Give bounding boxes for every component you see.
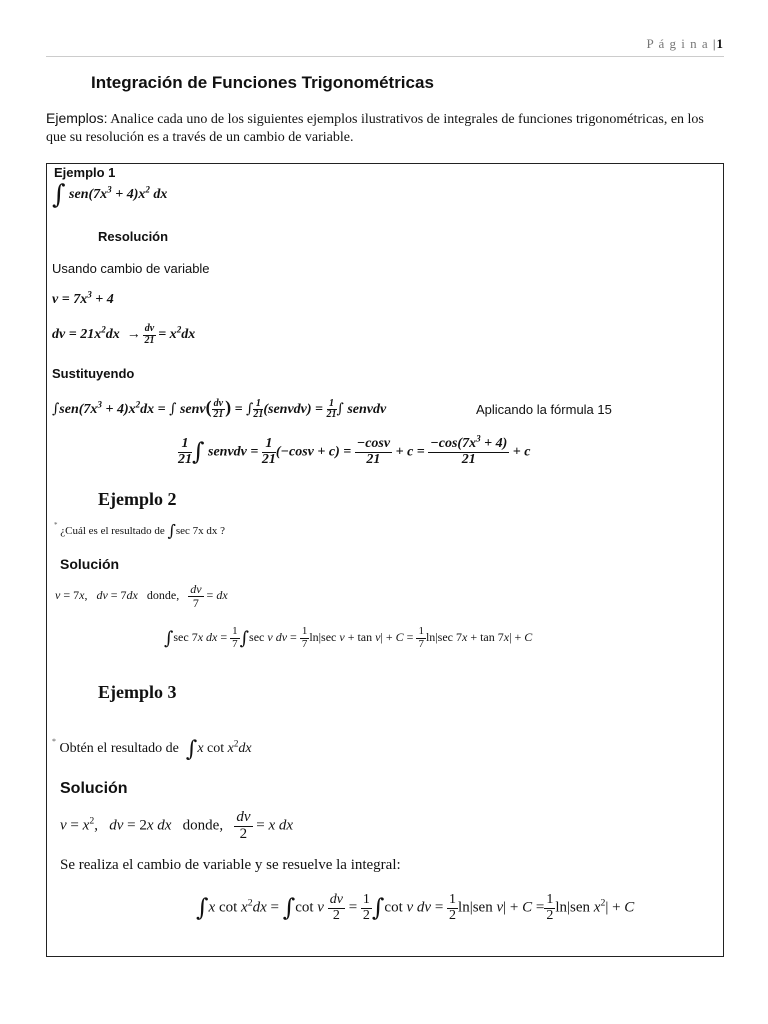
aplicando-formula-text: Aplicando la fórmula 15 — [476, 402, 612, 417]
ejemplo2-integral: sec 7x dx ? — [175, 525, 225, 537]
ejemplo1-result-equation: $\frac{1}{21}$ ∫ senvdv = $\frac{1}{21}$ (−cosv + c) = $\frac{-\cos v}{21}$ + c = $\frac{-\cos(7x^3 + 4)}{21}$ + c — [178, 433, 531, 467]
ejemplo2-heading: Ejemplo 2 — [98, 489, 177, 509]
ejemplo2-substitution: v = 7x, dv = 7dx donde, $\frac{dv}{7}$ = dx — [55, 582, 228, 610]
header-divider — [46, 56, 724, 57]
page-separator: | — [712, 36, 717, 51]
cambio-de-variable-text: Se realiza el cambio de variable y se resuelve la integral: — [60, 857, 401, 873]
page-label: P á g i n a — [646, 36, 709, 51]
dv-equation: dv = $21x^2dx$ → $\frac{dv}{21}$ = $x^2dx$ — [52, 323, 196, 346]
ejemplo3-question-text: Obtén el resultado de — [59, 741, 179, 756]
sustituyendo-label: Sustituyendo — [52, 366, 135, 381]
ejemplo1-integral: ∫ $sen(7x^3 + 4)x^2$ dx — [52, 180, 168, 210]
page-header — [646, 36, 724, 52]
page-title: Integración de Funciones Trigonométricas — [91, 73, 434, 92]
ejemplo2-question-text: ¿Cuál es el resultado de — [60, 525, 165, 537]
ejemplo3-solucion-label: Solución — [60, 780, 128, 797]
intro-label: Ejemplos: — [46, 110, 108, 126]
resolucion-label: Resolución — [98, 229, 169, 244]
ejemplo2-result-equation: ∫sec 7x dx = $\frac{1}{7}$ ∫sec v dv = $\frac{1}{7}$ ln|sec v + tan v| + C = $\frac{1}{7}$ ln|sec 7x + tan 7x| + C — [164, 625, 533, 650]
ejemplo3-donde: donde, — [182, 817, 224, 834]
substitution-equation: $\int sen(7x^3 + 4)x^2dx$ = ∫ senv( $\frac{dv}{21}$ ) = ∫ $\frac{1}{21}$ (senvdv) = $\frac{1}{21}$ ∫ senvdv — [52, 397, 387, 421]
intro-text: Analice cada uno de los siguientes ejemplos ilustrativos de integrales de funciones trigonométricas, en los que su resolución es a través de un cambio de variable. — [46, 112, 704, 145]
ejemplo3-heading: Ejemplo 3 — [98, 682, 177, 702]
ejemplo3-question: * Obtén el resultado de ∫x $\cot x^2dx$ — [52, 737, 252, 762]
ejemplo1-heading: Ejemplo 1 — [54, 165, 116, 180]
page-number: 1 — [716, 36, 724, 51]
ejemplo2-question: * ¿Cuál es el resultado de ∫sec 7x dx ? — [54, 521, 225, 540]
v-equation: $v = 7x^3 + 4$ — [52, 289, 114, 307]
ejemplo2-donde: donde, — [146, 587, 180, 602]
usando-cambio-text: Usando cambio de variable — [52, 261, 210, 276]
intro-paragraph — [46, 109, 726, 147]
ejemplo3-result-equation: ∫x $\cot x^2dx = \int\cot$ v $\frac{dv}{2}$ = $\frac{1}{2}$ ∫cot v dv = $\frac{1}{2}$ ln|sen v| + C = $\frac{1}{2}$ ln|sen $x^2| + C$ — [196, 892, 635, 923]
ejemplo3-substitution: $v = x^2$, dv = 2x dx donde, $\frac{dv}{2}$ = x dx — [60, 809, 294, 842]
ejemplo2-solucion-label: Solución — [60, 556, 120, 572]
